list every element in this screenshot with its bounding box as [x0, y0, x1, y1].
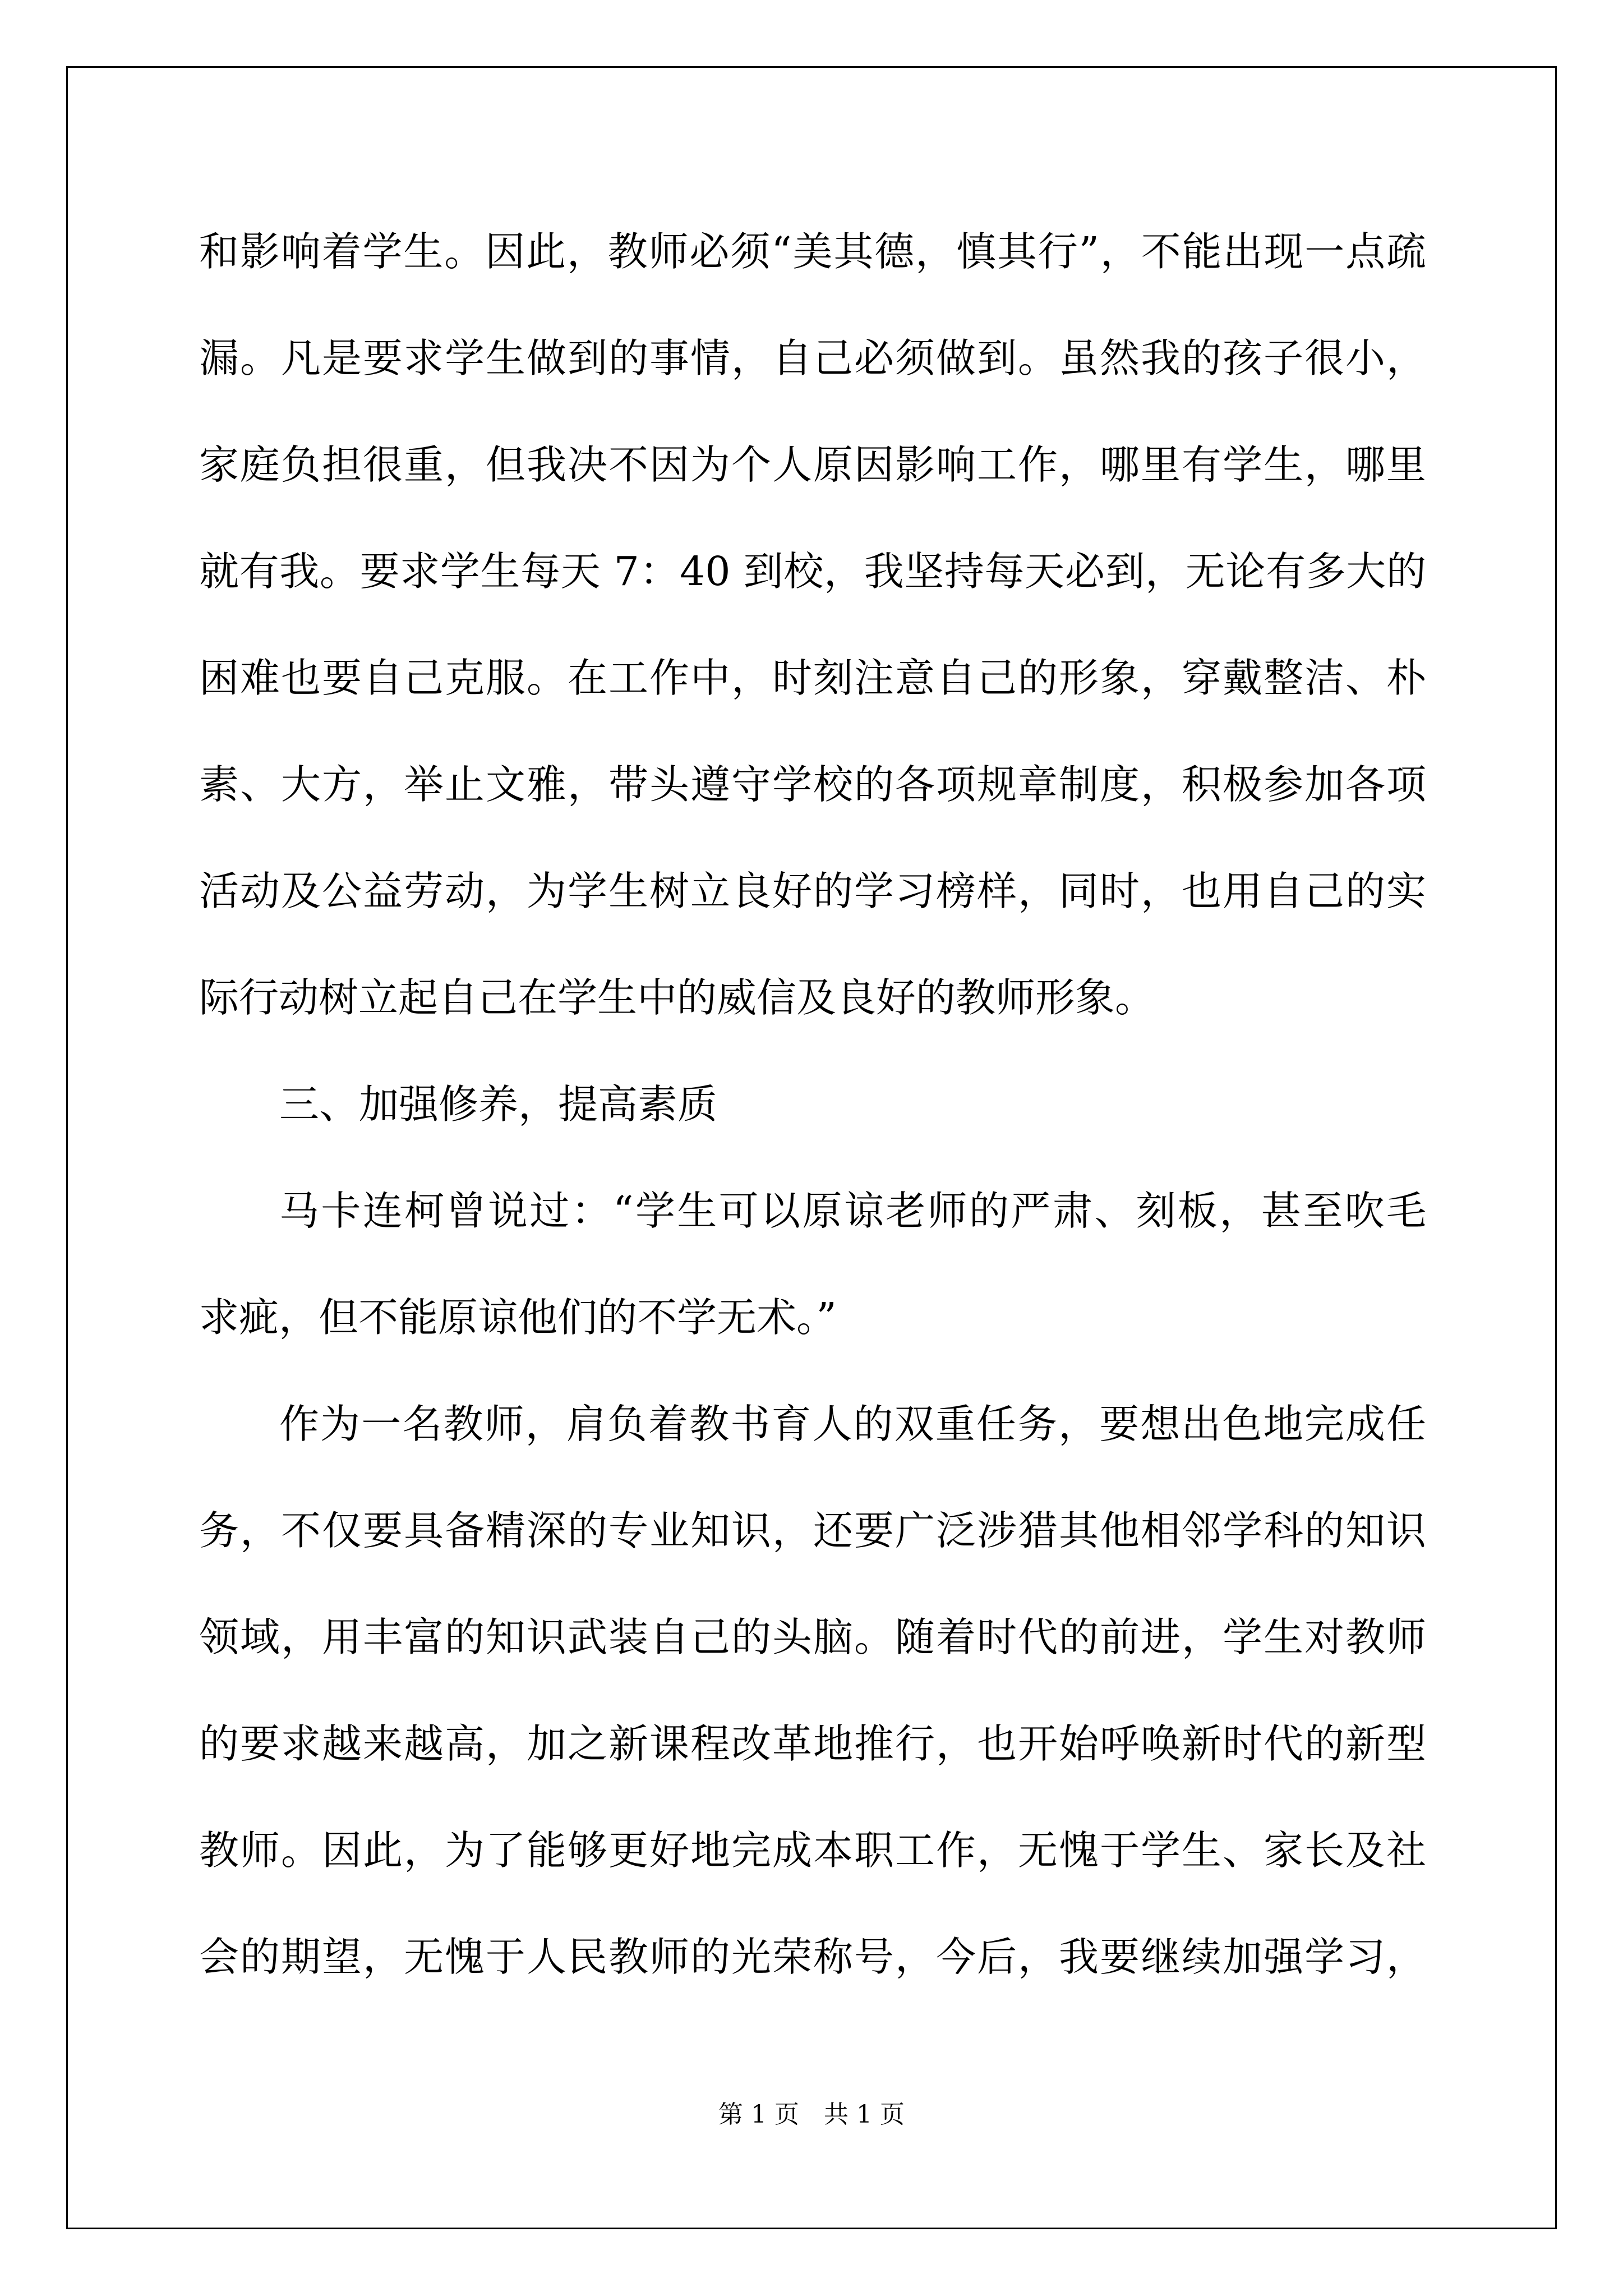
- body-line-1: 和影响着学生。因此，教师必须“美其德，慎其行”，不能出现一点疏: [199, 228, 1426, 275]
- body-line-4: 就有我。要求学生每天 7：40 到校，我坚持每天必到，无论有多大的: [199, 548, 1426, 595]
- body-line-8: 际行动树立起自己在学生中的威信及良好的教师形象。: [199, 974, 1155, 1021]
- page-footer: 第 1 页 共 1 页: [718, 2100, 905, 2129]
- body-line-13: 务，不仅要具备精深的专业知识，还要广泛涉猎其他相邻学科的知识: [199, 1507, 1426, 1554]
- body-line-12: 作为一名教师，肩负着教书育人的双重任务，要想出色地完成任: [279, 1401, 1426, 1447]
- section-heading: 三、加强修养，提高素质: [279, 1081, 718, 1128]
- quote-line-2: 求疵，但不能原谅他们的不学无术。”: [199, 1294, 837, 1341]
- body-line-3: 家庭负担很重，但我决不因为个人原因影响工作，哪里有学生，哪里: [199, 441, 1426, 488]
- body-line-7: 活动及公益劳动，为学生树立良好的学习榜样，同时，也用自己的实: [199, 868, 1426, 914]
- body-line-15: 的要求越来越高，加之新课程改革地推行，也开始呼唤新时代的新型: [199, 1720, 1426, 1767]
- page-border: [66, 66, 1557, 2229]
- body-line-5: 困难也要自己克服。在工作中，时刻注意自己的形象，穿戴整洁、朴: [199, 655, 1426, 701]
- body-line-14: 领域，用丰富的知识武装自己的头脑。随着时代的前进，学生对教师: [199, 1614, 1426, 1660]
- body-line-6: 素、大方，举止文雅，带头遵守学校的各项规章制度，积极参加各项: [199, 761, 1426, 808]
- body-line-2: 漏。凡是要求学生做到的事情，自己必须做到。虽然我的孩子很小，: [199, 335, 1426, 381]
- body-line-17: 会的期望，无愧于人民教师的光荣称号，今后，我要继续加强学习，: [199, 1934, 1426, 1980]
- quote-line-1: 马卡连柯曾说过：“学生可以原谅老师的严肃、刻板，甚至吹毛: [279, 1188, 1426, 1234]
- body-line-16: 教师。因此，为了能够更好地完成本职工作，无愧于学生、家长及社: [199, 1827, 1426, 1874]
